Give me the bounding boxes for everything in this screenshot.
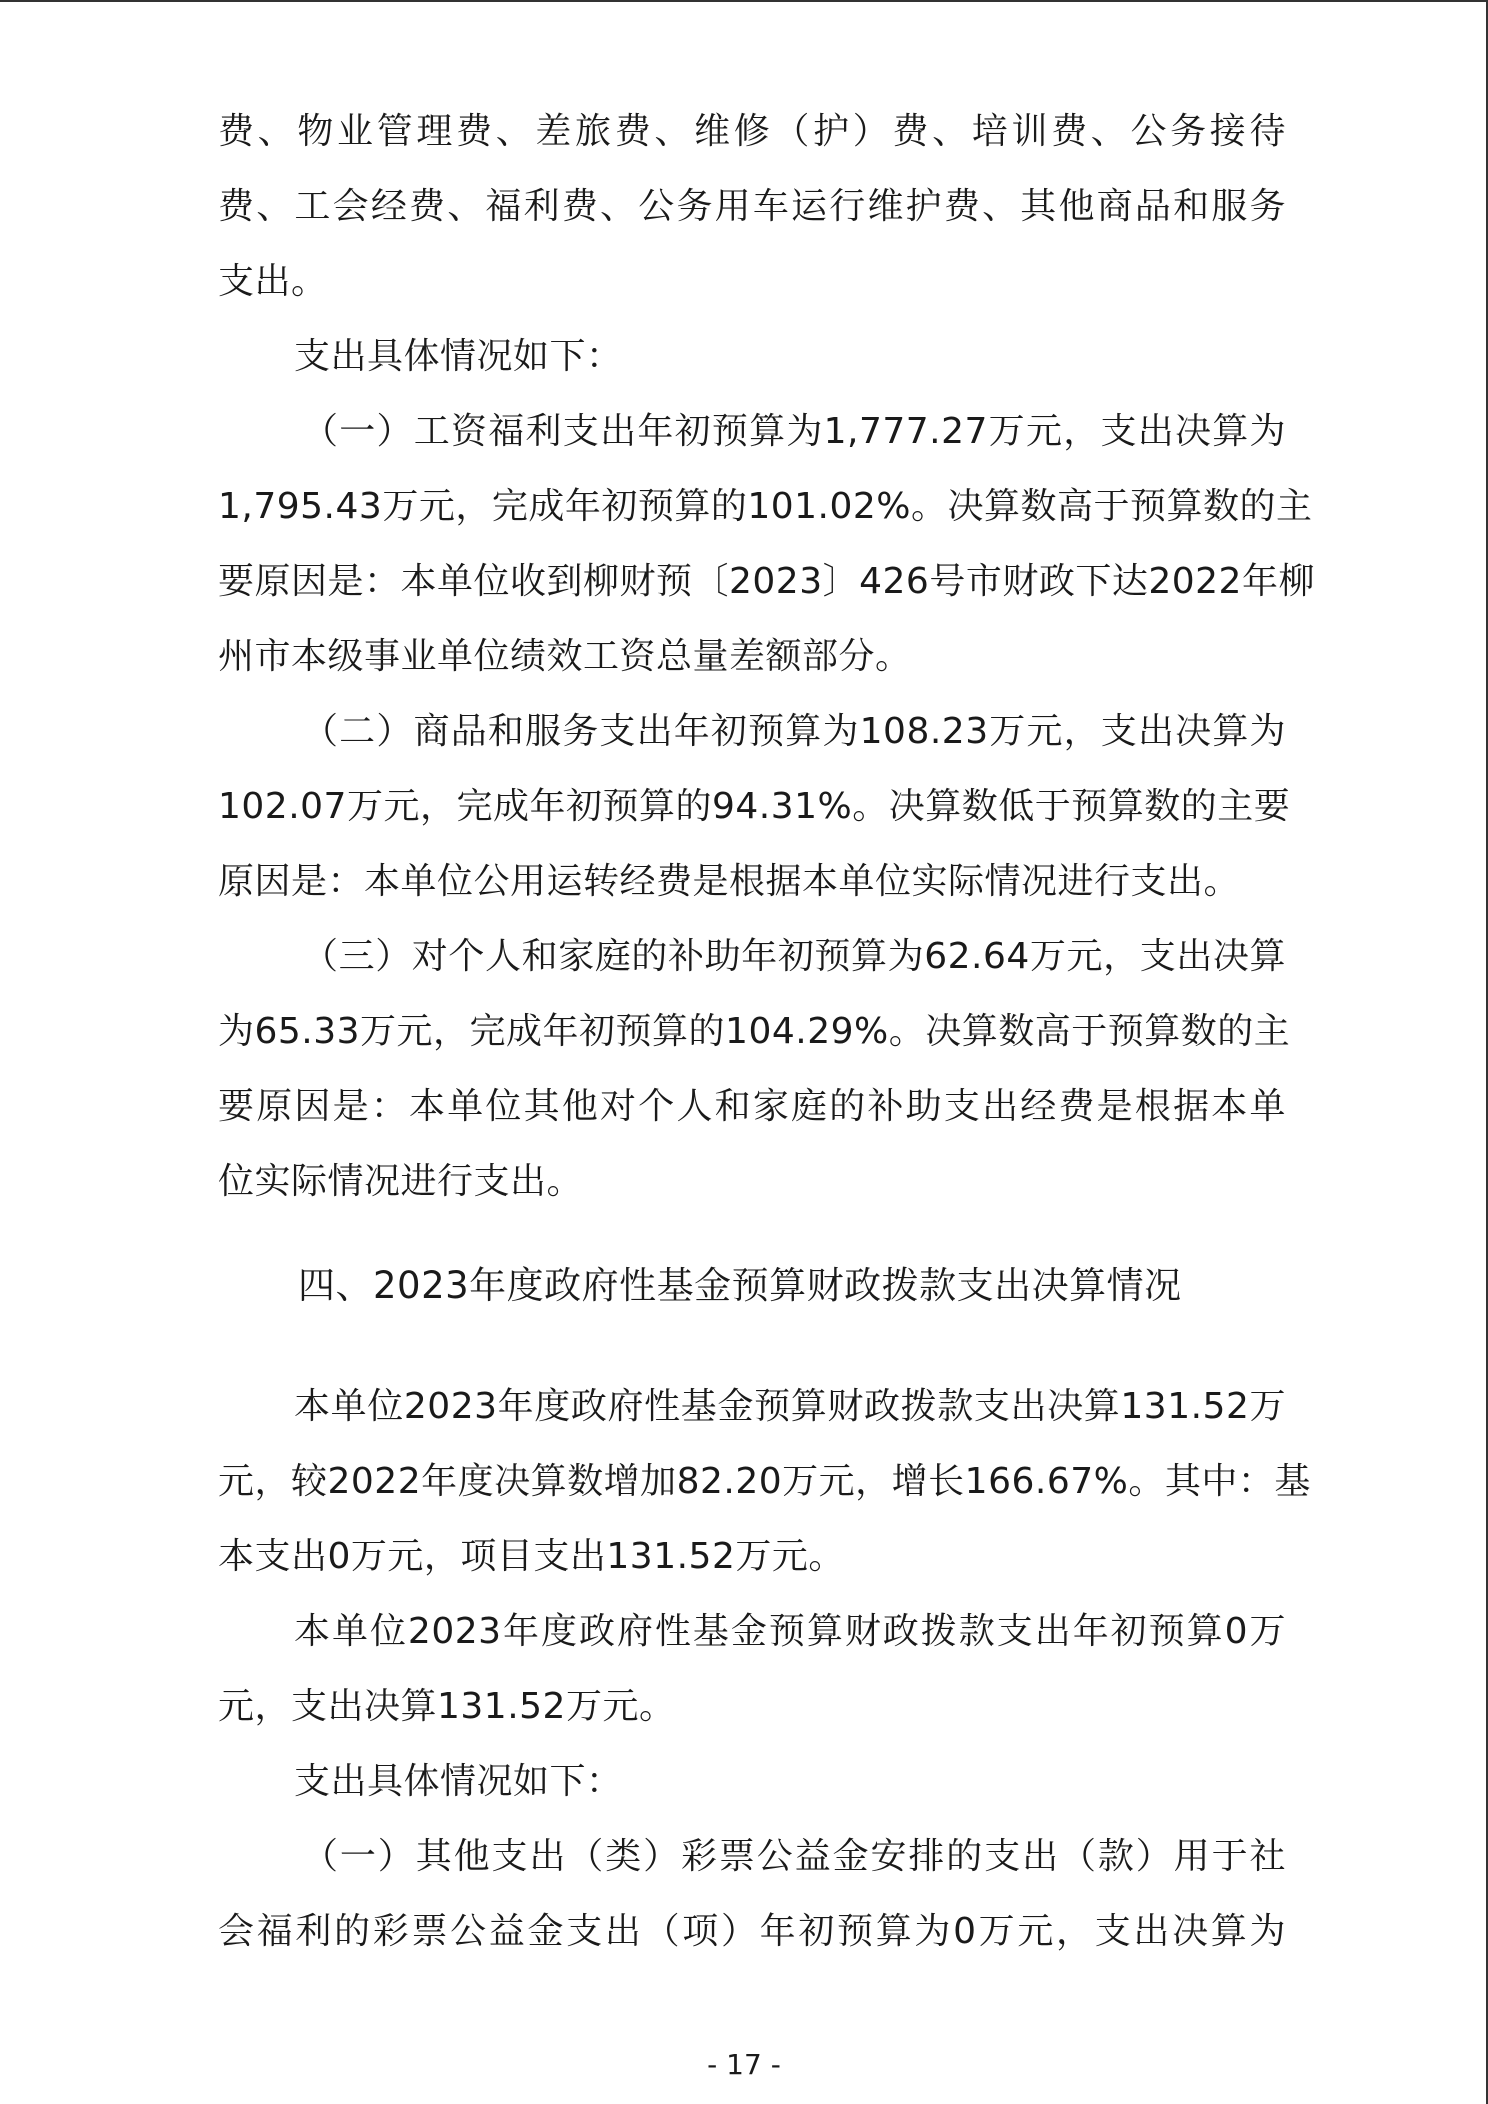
text-line: 费、工会经费、福利费、公务用车运行维护费、其他商品和服务 xyxy=(218,186,1286,227)
text-line: 元，较2022年度决算数增加82.20万元，增长166.67%。其中：基 xyxy=(218,1461,1311,1502)
document-body xyxy=(218,94,1315,1969)
text-line: 本支出0万元，项目支出131.52万元。 xyxy=(218,1536,845,1577)
text-line: 位实际情况进行支出。 xyxy=(218,1161,584,1202)
text-line: 为65.33万元，完成年初预算的104.29%。决算数高于预算数的主 xyxy=(218,1011,1291,1052)
text-line: （一）工资福利支出年初预算为1,777.27万元，支出决算为 xyxy=(302,411,1286,452)
text-line: 102.07万元，完成年初预算的94.31%。决算数低于预算数的主要 xyxy=(218,786,1291,827)
text-line: 1,795.43万元，完成年初预算的101.02%。决算数高于预算数的主 xyxy=(218,486,1313,527)
text-line: 元，支出决算131.52万元。 xyxy=(218,1686,676,1727)
text-line: 要原因是：本单位其他对个人和家庭的补助支出经费是根据本单 xyxy=(218,1086,1286,1127)
section-heading: 四、2023年度政府性基金预算财政拨款支出决算情况 xyxy=(298,1264,1182,1307)
text-line: （三）对个人和家庭的补助年初预算为62.64万元，支出决算 xyxy=(302,936,1286,977)
text-line: 支出具体情况如下： xyxy=(294,1761,623,1802)
text-line: 本单位2023年度政府性基金预算财政拨款支出决算131.52万 xyxy=(294,1386,1286,1427)
text-line: 支出。 xyxy=(218,261,328,302)
text-line: 原因是：本单位公用运转经费是根据本单位实际情况进行支出。 xyxy=(218,861,1241,902)
text-line: 费、物业管理费、差旅费、维修（护）费、培训费、公务接待 xyxy=(218,111,1286,152)
text-line: （一）其他支出（类）彩票公益金安排的支出（款）用于社 xyxy=(302,1836,1286,1877)
text-line: （二）商品和服务支出年初预算为108.23万元，支出决算为 xyxy=(302,711,1286,752)
text-line: 会福利的彩票公益金支出（项）年初预算为0万元，支出决算为 xyxy=(218,1911,1286,1952)
text-line: 要原因是：本单位收到柳财预〔2023〕426号市财政下达2022年柳 xyxy=(218,561,1315,602)
text-line: 州市本级事业单位绩效工资总量差额部分。 xyxy=(218,636,912,677)
text-line: 本单位2023年度政府性基金预算财政拨款支出年初预算0万 xyxy=(294,1611,1286,1652)
text-line: 支出具体情况如下： xyxy=(294,336,623,377)
page-number: - 17 - xyxy=(707,2048,781,2081)
